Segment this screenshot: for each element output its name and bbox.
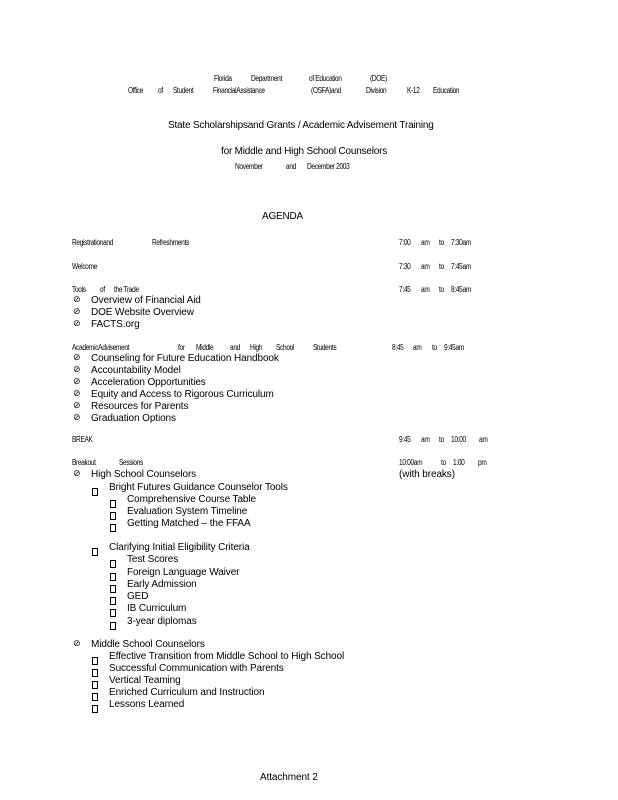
academic-time-end: 9:45am xyxy=(444,343,464,352)
list-item: FACTS.org xyxy=(91,319,140,330)
registration-label-1: Registrationand xyxy=(72,238,114,247)
header-financial-assistance: FinancialAssistance xyxy=(213,86,265,95)
break-time-am-2: am xyxy=(479,435,488,444)
circle-slash-icon: ⊘ xyxy=(73,389,81,399)
registration-label-2: Refreshments xyxy=(152,238,189,247)
list-item: Test Scores xyxy=(127,554,179,565)
date-and: and xyxy=(286,162,296,171)
list-item: Successful Communication with Parents xyxy=(109,663,284,674)
list-item: Effective Transition from Middle School to High School xyxy=(109,651,345,662)
list-item: Evaluation System Timeline xyxy=(127,506,248,517)
list-item: Comprehensive Course Table xyxy=(127,494,256,505)
academic-time-to: to xyxy=(432,343,437,352)
header-of: of xyxy=(158,86,163,95)
list-item: Early Admission xyxy=(127,579,197,590)
breakout-time-pm: pm xyxy=(478,458,487,467)
list-item: Counseling for Future Education Handbook xyxy=(91,353,279,364)
header-florida: Florida xyxy=(214,74,232,83)
circle-slash-icon: ⊘ xyxy=(73,413,81,423)
break-time-am: am xyxy=(421,435,430,444)
header-office: Office xyxy=(128,86,144,95)
list-item: Accountability Model xyxy=(91,365,181,376)
list-item: Acceleration Opportunities xyxy=(91,377,206,388)
training-title: State Scholarshipsand Grants / Academic Advisement Training xyxy=(168,120,434,131)
circle-slash-icon: ⊘ xyxy=(73,295,81,305)
agenda-heading: AGENDA xyxy=(262,211,304,222)
list-item: DOE Website Overview xyxy=(91,307,194,318)
circle-slash-icon: ⊘ xyxy=(73,401,81,411)
date-december: December 2003 xyxy=(307,162,350,171)
circle-slash-icon: ⊘ xyxy=(73,307,81,317)
list-item: Lessons Learned xyxy=(109,699,185,710)
registration-time-am: am xyxy=(421,238,430,247)
list-item: Resources for Parents xyxy=(91,401,189,412)
academic-label-4: and xyxy=(230,343,240,352)
circle-slash-icon: ⊘ xyxy=(73,353,81,363)
circle-slash-icon: ⊘ xyxy=(73,319,81,329)
header-division: Division xyxy=(366,86,387,95)
list-item: Enriched Curriculum and Instruction xyxy=(109,687,265,698)
header-k12: K-12 xyxy=(407,86,420,95)
list-item: Getting Matched – the FFAA xyxy=(127,518,251,529)
training-subtitle: for Middle and High School Counselors xyxy=(221,146,388,157)
tools-label-2: of xyxy=(100,285,105,294)
welcome-time-start: 7:30 xyxy=(399,262,411,271)
welcome-time-am: am xyxy=(421,262,430,271)
tools-label-3: the Trade xyxy=(114,285,139,294)
academic-label-3: Middle xyxy=(196,343,214,352)
list-item: Overview of Financial Aid xyxy=(91,295,201,306)
breakout-time-start: 10:00am xyxy=(399,458,423,467)
header-doe: (DOE) xyxy=(370,74,387,83)
header-of-education: of Education xyxy=(309,74,342,83)
academic-label-6: School xyxy=(276,343,295,352)
tools-time-am: am xyxy=(421,285,430,294)
list-item: IB Curriculum xyxy=(127,603,187,614)
academic-label-2: for xyxy=(178,343,185,352)
break-label: BREAK xyxy=(72,435,93,444)
list-item: Vertical Teaming xyxy=(109,675,181,686)
tools-time-to: to xyxy=(439,285,444,294)
list-item: 3-year diplomas xyxy=(127,616,197,627)
list-item: Foreign Language Waiver xyxy=(127,567,240,578)
high-school-counselors: High School Counselors xyxy=(91,469,197,480)
header-osfa: (OSFA)and xyxy=(311,86,341,95)
circle-slash-icon: ⊘ xyxy=(73,639,81,649)
welcome-label: Welcome xyxy=(72,262,97,271)
box-icon xyxy=(92,700,98,718)
academic-time-start: 8:45 xyxy=(392,343,404,352)
breakout-label-2: Sessions xyxy=(119,458,143,467)
circle-slash-icon: ⊘ xyxy=(73,377,81,387)
break-time-end: 10:00 xyxy=(451,435,466,444)
middle-school-counselors: Middle School Counselors xyxy=(91,639,205,650)
academic-label-1: AcademicAdvisement xyxy=(72,343,130,352)
box-icon xyxy=(110,617,116,635)
header-department: Department xyxy=(251,74,283,83)
list-item: GED xyxy=(127,591,149,602)
tools-time-end: 8:45am xyxy=(451,285,471,294)
academic-time-am: am xyxy=(413,343,422,352)
attachment-label: Attachment 2 xyxy=(260,772,318,783)
date-november: November xyxy=(235,162,263,171)
circle-slash-icon: ⊘ xyxy=(73,365,81,375)
breakout-time-to: to xyxy=(441,458,446,467)
welcome-time-to: to xyxy=(439,262,444,271)
breakout-time-end: 1:00 xyxy=(453,458,465,467)
box-icon xyxy=(92,483,98,501)
box-icon xyxy=(92,543,98,561)
list-item: Graduation Options xyxy=(91,413,176,424)
break-time-to: to xyxy=(439,435,444,444)
circle-slash-icon: ⊘ xyxy=(73,469,81,479)
list-item: Equity and Access to Rigorous Curriculum xyxy=(91,389,274,400)
box-icon xyxy=(110,519,116,537)
break-time-start: 9:45 xyxy=(399,435,411,444)
tools-time-start: 7:45 xyxy=(399,285,411,294)
tools-label-1: Tools xyxy=(72,285,86,294)
header-student: Student xyxy=(173,86,194,95)
registration-time-to: to xyxy=(439,238,444,247)
registration-time-end: 7:30am xyxy=(451,238,471,247)
breakout-label-1: Breakout xyxy=(72,458,96,467)
registration-time-start: 7:00 xyxy=(399,238,411,247)
academic-label-7: Students xyxy=(313,343,337,352)
header-education: Education xyxy=(433,86,460,95)
welcome-time-end: 7:45am xyxy=(451,262,471,271)
bright-futures-tools: Bright Futures Guidance Counselor Tools xyxy=(109,482,288,493)
academic-label-5: High xyxy=(250,343,263,352)
clarifying-criteria: Clarifying Initial Eligibility Criteria xyxy=(109,542,250,553)
breakout-time-note: (with breaks) xyxy=(399,469,455,480)
